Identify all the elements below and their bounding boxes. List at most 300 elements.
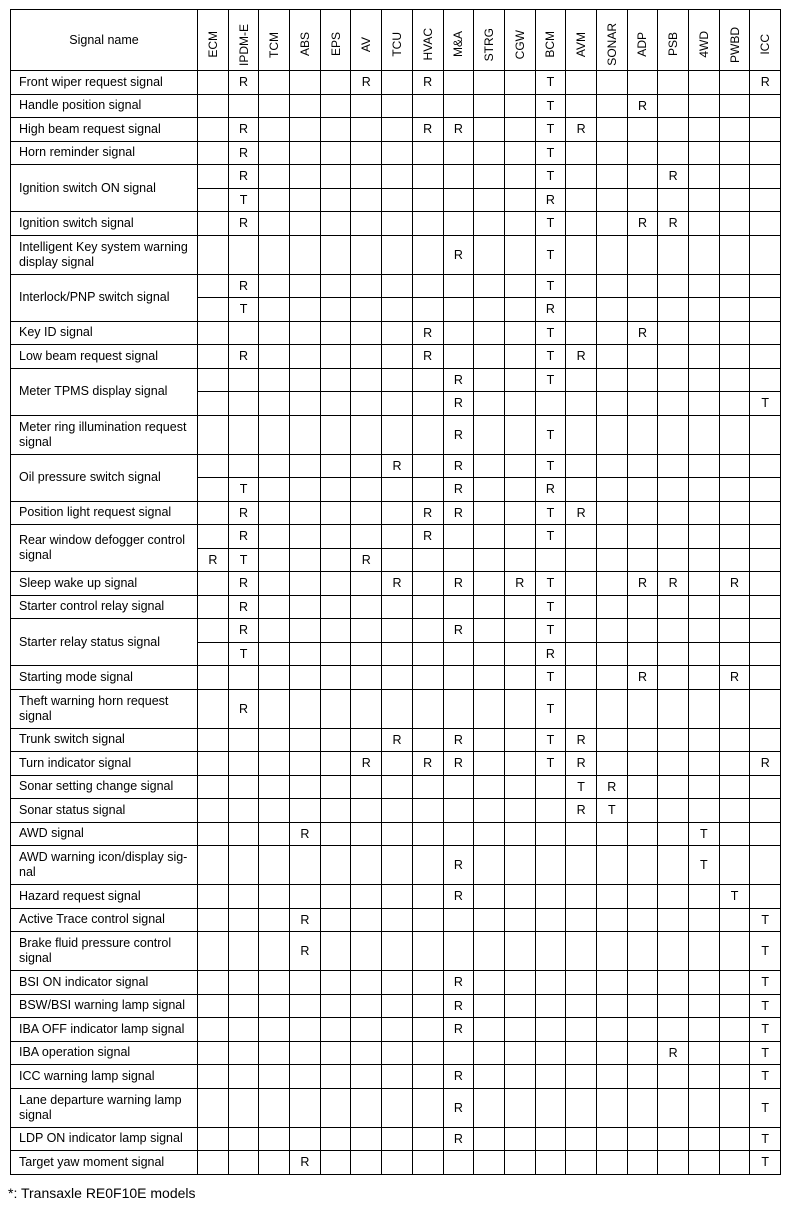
signal-cell bbox=[443, 595, 474, 619]
column-header-bcm bbox=[535, 10, 566, 71]
signal-cell bbox=[320, 235, 351, 274]
signal-cell bbox=[504, 1065, 535, 1089]
signal-cell bbox=[689, 71, 720, 95]
signal-cell bbox=[750, 298, 781, 322]
signal-cell: R bbox=[535, 478, 566, 502]
signal-cell bbox=[412, 165, 443, 189]
signal-cell bbox=[535, 799, 566, 823]
signal-cell bbox=[535, 846, 566, 885]
signal-cell bbox=[228, 885, 259, 909]
signal-cell bbox=[412, 454, 443, 478]
signal-cell: R bbox=[566, 728, 597, 752]
signal-cell bbox=[689, 666, 720, 690]
signal-cell bbox=[290, 118, 321, 142]
signal-cell bbox=[198, 188, 229, 212]
signal-cell: R bbox=[382, 572, 413, 596]
signal-cell: R bbox=[504, 572, 535, 596]
signal-name-cell: Front wiper request signal bbox=[11, 71, 198, 95]
signal-cell bbox=[504, 1018, 535, 1042]
signal-cell: R bbox=[443, 235, 474, 274]
signal-cell: R bbox=[443, 454, 474, 478]
signal-cell bbox=[750, 274, 781, 298]
column-header-label: EPS bbox=[328, 32, 343, 57]
signal-cell bbox=[259, 454, 290, 478]
signal-name-cell: Meter TPMS display signal bbox=[11, 368, 198, 415]
signal-cell bbox=[504, 118, 535, 142]
signal-name-cell: IBA OFF indicator lamp signal bbox=[11, 1018, 198, 1042]
signal-cell bbox=[198, 141, 229, 165]
signal-cell bbox=[750, 368, 781, 392]
signal-cell: R bbox=[443, 478, 474, 502]
signal-name-cell: Oil pressure switch signal bbox=[11, 454, 198, 501]
signal-cell: T bbox=[596, 799, 627, 823]
signal-cell bbox=[504, 188, 535, 212]
signal-cell bbox=[750, 642, 781, 666]
signal-name-cell: AWD signal bbox=[11, 822, 198, 846]
signal-cell bbox=[259, 971, 290, 995]
signal-cell bbox=[750, 885, 781, 909]
signal-cell bbox=[198, 415, 229, 454]
table-row bbox=[11, 885, 781, 909]
signal-cell bbox=[228, 1151, 259, 1175]
signal-cell bbox=[566, 1127, 597, 1151]
signal-cell bbox=[658, 188, 689, 212]
signal-cell: R bbox=[596, 775, 627, 799]
signal-cell bbox=[627, 188, 658, 212]
signal-cell: T bbox=[228, 548, 259, 572]
signal-cell bbox=[504, 1151, 535, 1175]
signal-cell bbox=[198, 752, 229, 776]
signal-cell bbox=[689, 799, 720, 823]
signal-cell bbox=[228, 799, 259, 823]
signal-cell bbox=[504, 1127, 535, 1151]
signal-name-cell: Theft warning horn request signal bbox=[11, 689, 198, 728]
signal-cell bbox=[290, 392, 321, 416]
signal-cell bbox=[320, 885, 351, 909]
signal-cell bbox=[535, 548, 566, 572]
signal-cell bbox=[290, 274, 321, 298]
signal-cell bbox=[566, 1088, 597, 1127]
signal-cell bbox=[535, 1127, 566, 1151]
signal-cell bbox=[596, 118, 627, 142]
signal-cell bbox=[566, 994, 597, 1018]
signal-cell bbox=[627, 525, 658, 549]
signal-cell bbox=[689, 595, 720, 619]
signal-cell bbox=[443, 822, 474, 846]
signal-name-header: Signal name bbox=[11, 10, 198, 71]
signal-cell bbox=[689, 728, 720, 752]
signal-cell bbox=[228, 908, 259, 932]
signal-cell bbox=[198, 1018, 229, 1042]
signal-cell bbox=[412, 1018, 443, 1042]
signal-cell bbox=[412, 235, 443, 274]
table-row bbox=[11, 1088, 781, 1127]
signal-cell bbox=[474, 846, 505, 885]
signal-cell bbox=[443, 274, 474, 298]
column-header-label: ICC bbox=[758, 34, 773, 55]
signal-cell bbox=[627, 885, 658, 909]
signal-cell bbox=[566, 619, 597, 643]
signal-cell bbox=[719, 908, 750, 932]
signal-cell: R bbox=[412, 321, 443, 345]
signal-cell bbox=[566, 1018, 597, 1042]
signal-cell bbox=[198, 666, 229, 690]
signal-cell bbox=[474, 392, 505, 416]
signal-cell bbox=[689, 1018, 720, 1042]
signal-cell bbox=[658, 595, 689, 619]
signal-cell bbox=[320, 71, 351, 95]
signal-cell bbox=[320, 1041, 351, 1065]
signal-cell bbox=[658, 666, 689, 690]
signal-cell bbox=[351, 1018, 382, 1042]
signal-cell: T bbox=[566, 775, 597, 799]
signal-cell bbox=[259, 525, 290, 549]
signal-cell bbox=[474, 752, 505, 776]
signal-cell bbox=[750, 212, 781, 236]
signal-cell bbox=[504, 932, 535, 971]
signal-cell bbox=[627, 1151, 658, 1175]
signal-cell bbox=[474, 345, 505, 369]
signal-cell bbox=[320, 415, 351, 454]
signal-cell bbox=[719, 345, 750, 369]
signal-cell: R bbox=[290, 908, 321, 932]
signal-cell bbox=[750, 595, 781, 619]
signal-cell bbox=[566, 932, 597, 971]
signal-cell bbox=[259, 235, 290, 274]
signal-cell bbox=[474, 321, 505, 345]
signal-cell bbox=[627, 298, 658, 322]
signal-cell: T bbox=[535, 165, 566, 189]
signal-cell bbox=[290, 235, 321, 274]
signal-cell: T bbox=[750, 1065, 781, 1089]
signal-cell bbox=[351, 666, 382, 690]
signal-cell bbox=[290, 595, 321, 619]
signal-cell bbox=[290, 321, 321, 345]
signal-cell bbox=[351, 141, 382, 165]
signal-cell bbox=[504, 822, 535, 846]
signal-cell bbox=[259, 212, 290, 236]
signal-cell bbox=[443, 94, 474, 118]
signal-cell bbox=[320, 799, 351, 823]
signal-cell bbox=[198, 525, 229, 549]
signal-cell: R bbox=[228, 619, 259, 643]
signal-cell bbox=[719, 94, 750, 118]
signal-cell bbox=[228, 235, 259, 274]
signal-cell: T bbox=[535, 728, 566, 752]
signal-cell bbox=[627, 415, 658, 454]
signal-cell bbox=[750, 141, 781, 165]
signal-cell bbox=[320, 321, 351, 345]
signal-cell bbox=[351, 799, 382, 823]
signal-cell bbox=[689, 619, 720, 643]
signal-cell bbox=[566, 1151, 597, 1175]
signal-cell bbox=[596, 666, 627, 690]
signal-cell bbox=[228, 415, 259, 454]
signal-cell bbox=[596, 1065, 627, 1089]
signal-cell: R bbox=[658, 1041, 689, 1065]
signal-cell bbox=[351, 689, 382, 728]
signal-cell bbox=[504, 666, 535, 690]
signal-name-cell: Sleep wake up signal bbox=[11, 572, 198, 596]
signal-cell bbox=[689, 141, 720, 165]
signal-cell: R bbox=[412, 752, 443, 776]
signal-cell bbox=[228, 321, 259, 345]
signal-cell bbox=[412, 728, 443, 752]
signal-cell bbox=[596, 1018, 627, 1042]
column-header-pwbd bbox=[719, 10, 750, 71]
signal-cell bbox=[504, 71, 535, 95]
signal-cell: R bbox=[750, 71, 781, 95]
signal-cell bbox=[504, 752, 535, 776]
signal-cell bbox=[351, 822, 382, 846]
signal-cell bbox=[412, 188, 443, 212]
signal-cell bbox=[596, 274, 627, 298]
signal-cell bbox=[412, 1041, 443, 1065]
signal-cell bbox=[504, 1041, 535, 1065]
signal-cell bbox=[259, 1065, 290, 1089]
footnote: *: Transaxle RE0F10E models bbox=[8, 1185, 196, 1201]
signal-cell bbox=[474, 666, 505, 690]
signal-cell bbox=[627, 118, 658, 142]
signal-cell bbox=[228, 846, 259, 885]
signal-cell bbox=[504, 775, 535, 799]
signal-name-cell: Ignition switch signal bbox=[11, 212, 198, 236]
signal-cell bbox=[719, 1127, 750, 1151]
signal-cell bbox=[290, 885, 321, 909]
signal-cell bbox=[596, 1151, 627, 1175]
table-row bbox=[11, 1151, 781, 1175]
signal-cell bbox=[198, 1127, 229, 1151]
signal-cell bbox=[658, 548, 689, 572]
signal-cell bbox=[504, 994, 535, 1018]
signal-cell bbox=[290, 775, 321, 799]
signal-cell bbox=[412, 619, 443, 643]
signal-cell bbox=[504, 1088, 535, 1127]
signal-cell bbox=[320, 165, 351, 189]
signal-cell bbox=[198, 321, 229, 345]
signal-cell bbox=[658, 345, 689, 369]
signal-cell: T bbox=[535, 689, 566, 728]
signal-cell bbox=[259, 94, 290, 118]
signal-cell: T bbox=[535, 94, 566, 118]
signal-cell bbox=[504, 298, 535, 322]
signal-cell bbox=[259, 994, 290, 1018]
signal-cell: T bbox=[750, 1041, 781, 1065]
signal-cell bbox=[412, 548, 443, 572]
signal-cell bbox=[198, 165, 229, 189]
signal-cell bbox=[443, 689, 474, 728]
signal-cell bbox=[443, 141, 474, 165]
signal-cell bbox=[596, 478, 627, 502]
signal-cell bbox=[596, 728, 627, 752]
column-header-m-a bbox=[443, 10, 474, 71]
signal-cell bbox=[351, 368, 382, 392]
signal-cell bbox=[351, 94, 382, 118]
signal-cell: R bbox=[443, 572, 474, 596]
signal-cell bbox=[689, 885, 720, 909]
signal-cell bbox=[351, 775, 382, 799]
signal-cell bbox=[750, 822, 781, 846]
signal-cell bbox=[474, 728, 505, 752]
column-header-sonar bbox=[596, 10, 627, 71]
signal-cell bbox=[566, 548, 597, 572]
signal-cell bbox=[504, 595, 535, 619]
signal-cell bbox=[566, 1041, 597, 1065]
signal-cell bbox=[689, 932, 720, 971]
signal-cell bbox=[228, 932, 259, 971]
signal-cell bbox=[750, 619, 781, 643]
signal-cell bbox=[382, 501, 413, 525]
signal-cell bbox=[320, 392, 351, 416]
signal-cell bbox=[351, 235, 382, 274]
signal-cell: R bbox=[566, 799, 597, 823]
signal-cell bbox=[259, 595, 290, 619]
signal-cell bbox=[689, 298, 720, 322]
signal-cell bbox=[566, 165, 597, 189]
signal-cell bbox=[259, 619, 290, 643]
signal-cell bbox=[658, 932, 689, 971]
signal-cell bbox=[382, 1065, 413, 1089]
signal-cell bbox=[443, 165, 474, 189]
signal-cell bbox=[689, 1151, 720, 1175]
table-row bbox=[11, 235, 781, 274]
signal-cell bbox=[382, 1018, 413, 1042]
signal-cell bbox=[320, 595, 351, 619]
signal-name-cell: Horn reminder signal bbox=[11, 141, 198, 165]
signal-cell bbox=[658, 71, 689, 95]
signal-cell bbox=[627, 454, 658, 478]
signal-cell bbox=[290, 345, 321, 369]
signal-cell bbox=[596, 908, 627, 932]
signal-cell bbox=[412, 1088, 443, 1127]
signal-cell bbox=[566, 141, 597, 165]
signal-cell bbox=[596, 368, 627, 392]
signal-cell bbox=[259, 1018, 290, 1042]
signal-cell bbox=[474, 415, 505, 454]
signal-cell bbox=[627, 642, 658, 666]
signal-cell bbox=[351, 321, 382, 345]
signal-cell bbox=[320, 548, 351, 572]
signal-cell bbox=[443, 298, 474, 322]
signal-cell bbox=[259, 666, 290, 690]
signal-name-cell: Target yaw moment signal bbox=[11, 1151, 198, 1175]
signal-cell bbox=[443, 799, 474, 823]
signal-cell: T bbox=[689, 846, 720, 885]
signal-cell bbox=[290, 1088, 321, 1127]
signal-cell bbox=[198, 345, 229, 369]
signal-cell bbox=[658, 118, 689, 142]
signal-cell bbox=[504, 345, 535, 369]
signal-cell bbox=[198, 235, 229, 274]
signal-cell: R bbox=[412, 71, 443, 95]
signal-cell bbox=[750, 846, 781, 885]
signal-cell bbox=[596, 752, 627, 776]
signal-cell bbox=[596, 298, 627, 322]
signal-cell: T bbox=[535, 666, 566, 690]
signal-cell bbox=[351, 501, 382, 525]
signal-cell bbox=[566, 846, 597, 885]
signal-cell bbox=[474, 71, 505, 95]
table-row bbox=[11, 454, 781, 478]
signal-cell bbox=[259, 1151, 290, 1175]
signal-cell bbox=[320, 141, 351, 165]
signal-name-cell: Lane departure warning lamp signal bbox=[11, 1088, 198, 1127]
signal-cell bbox=[474, 165, 505, 189]
signal-cell: T bbox=[750, 1088, 781, 1127]
signal-cell bbox=[443, 321, 474, 345]
signal-cell: R bbox=[443, 752, 474, 776]
signal-cell bbox=[198, 368, 229, 392]
signal-cell bbox=[198, 454, 229, 478]
signal-cell bbox=[627, 478, 658, 502]
signal-cell bbox=[198, 501, 229, 525]
signal-cell bbox=[259, 822, 290, 846]
signal-cell bbox=[504, 971, 535, 995]
signal-cell bbox=[627, 994, 658, 1018]
signal-cell bbox=[351, 415, 382, 454]
signal-cell bbox=[658, 908, 689, 932]
signal-cell bbox=[566, 595, 597, 619]
signal-cell bbox=[412, 689, 443, 728]
signal-cell bbox=[596, 141, 627, 165]
signal-cell: T bbox=[535, 345, 566, 369]
signal-cell bbox=[627, 619, 658, 643]
signal-cell bbox=[719, 822, 750, 846]
signal-cell bbox=[412, 908, 443, 932]
column-header-tcm bbox=[259, 10, 290, 71]
signal-cell bbox=[382, 298, 413, 322]
signal-cell bbox=[627, 392, 658, 416]
signal-cell bbox=[750, 94, 781, 118]
signal-cell: R bbox=[443, 728, 474, 752]
signal-cell bbox=[627, 501, 658, 525]
signal-cell bbox=[228, 752, 259, 776]
signal-cell bbox=[382, 1088, 413, 1127]
signal-cell: R bbox=[658, 572, 689, 596]
signal-name-cell: Position light request signal bbox=[11, 501, 198, 525]
signal-cell bbox=[504, 321, 535, 345]
signal-cell bbox=[566, 908, 597, 932]
signal-cell bbox=[689, 478, 720, 502]
signal-cell bbox=[719, 799, 750, 823]
signal-cell bbox=[627, 274, 658, 298]
signal-cell bbox=[351, 572, 382, 596]
signal-cell bbox=[596, 212, 627, 236]
signal-cell: R bbox=[443, 846, 474, 885]
signal-cell bbox=[351, 619, 382, 643]
signal-cell: R bbox=[351, 548, 382, 572]
signal-cell bbox=[596, 1088, 627, 1127]
signal-cell bbox=[658, 298, 689, 322]
signal-cell bbox=[412, 595, 443, 619]
signal-cell bbox=[443, 775, 474, 799]
table-row bbox=[11, 799, 781, 823]
signal-cell bbox=[504, 478, 535, 502]
signal-cell bbox=[474, 619, 505, 643]
signal-cell: R bbox=[412, 345, 443, 369]
table-row bbox=[11, 1065, 781, 1089]
column-header-psb bbox=[658, 10, 689, 71]
signal-cell bbox=[750, 478, 781, 502]
signal-cell bbox=[320, 642, 351, 666]
signal-cell bbox=[412, 1065, 443, 1089]
signal-cell bbox=[750, 235, 781, 274]
signal-cell bbox=[535, 1018, 566, 1042]
column-header-cgw bbox=[504, 10, 535, 71]
signal-cell: R bbox=[412, 501, 443, 525]
column-header-label: ABS bbox=[297, 32, 312, 57]
signal-cell bbox=[689, 689, 720, 728]
